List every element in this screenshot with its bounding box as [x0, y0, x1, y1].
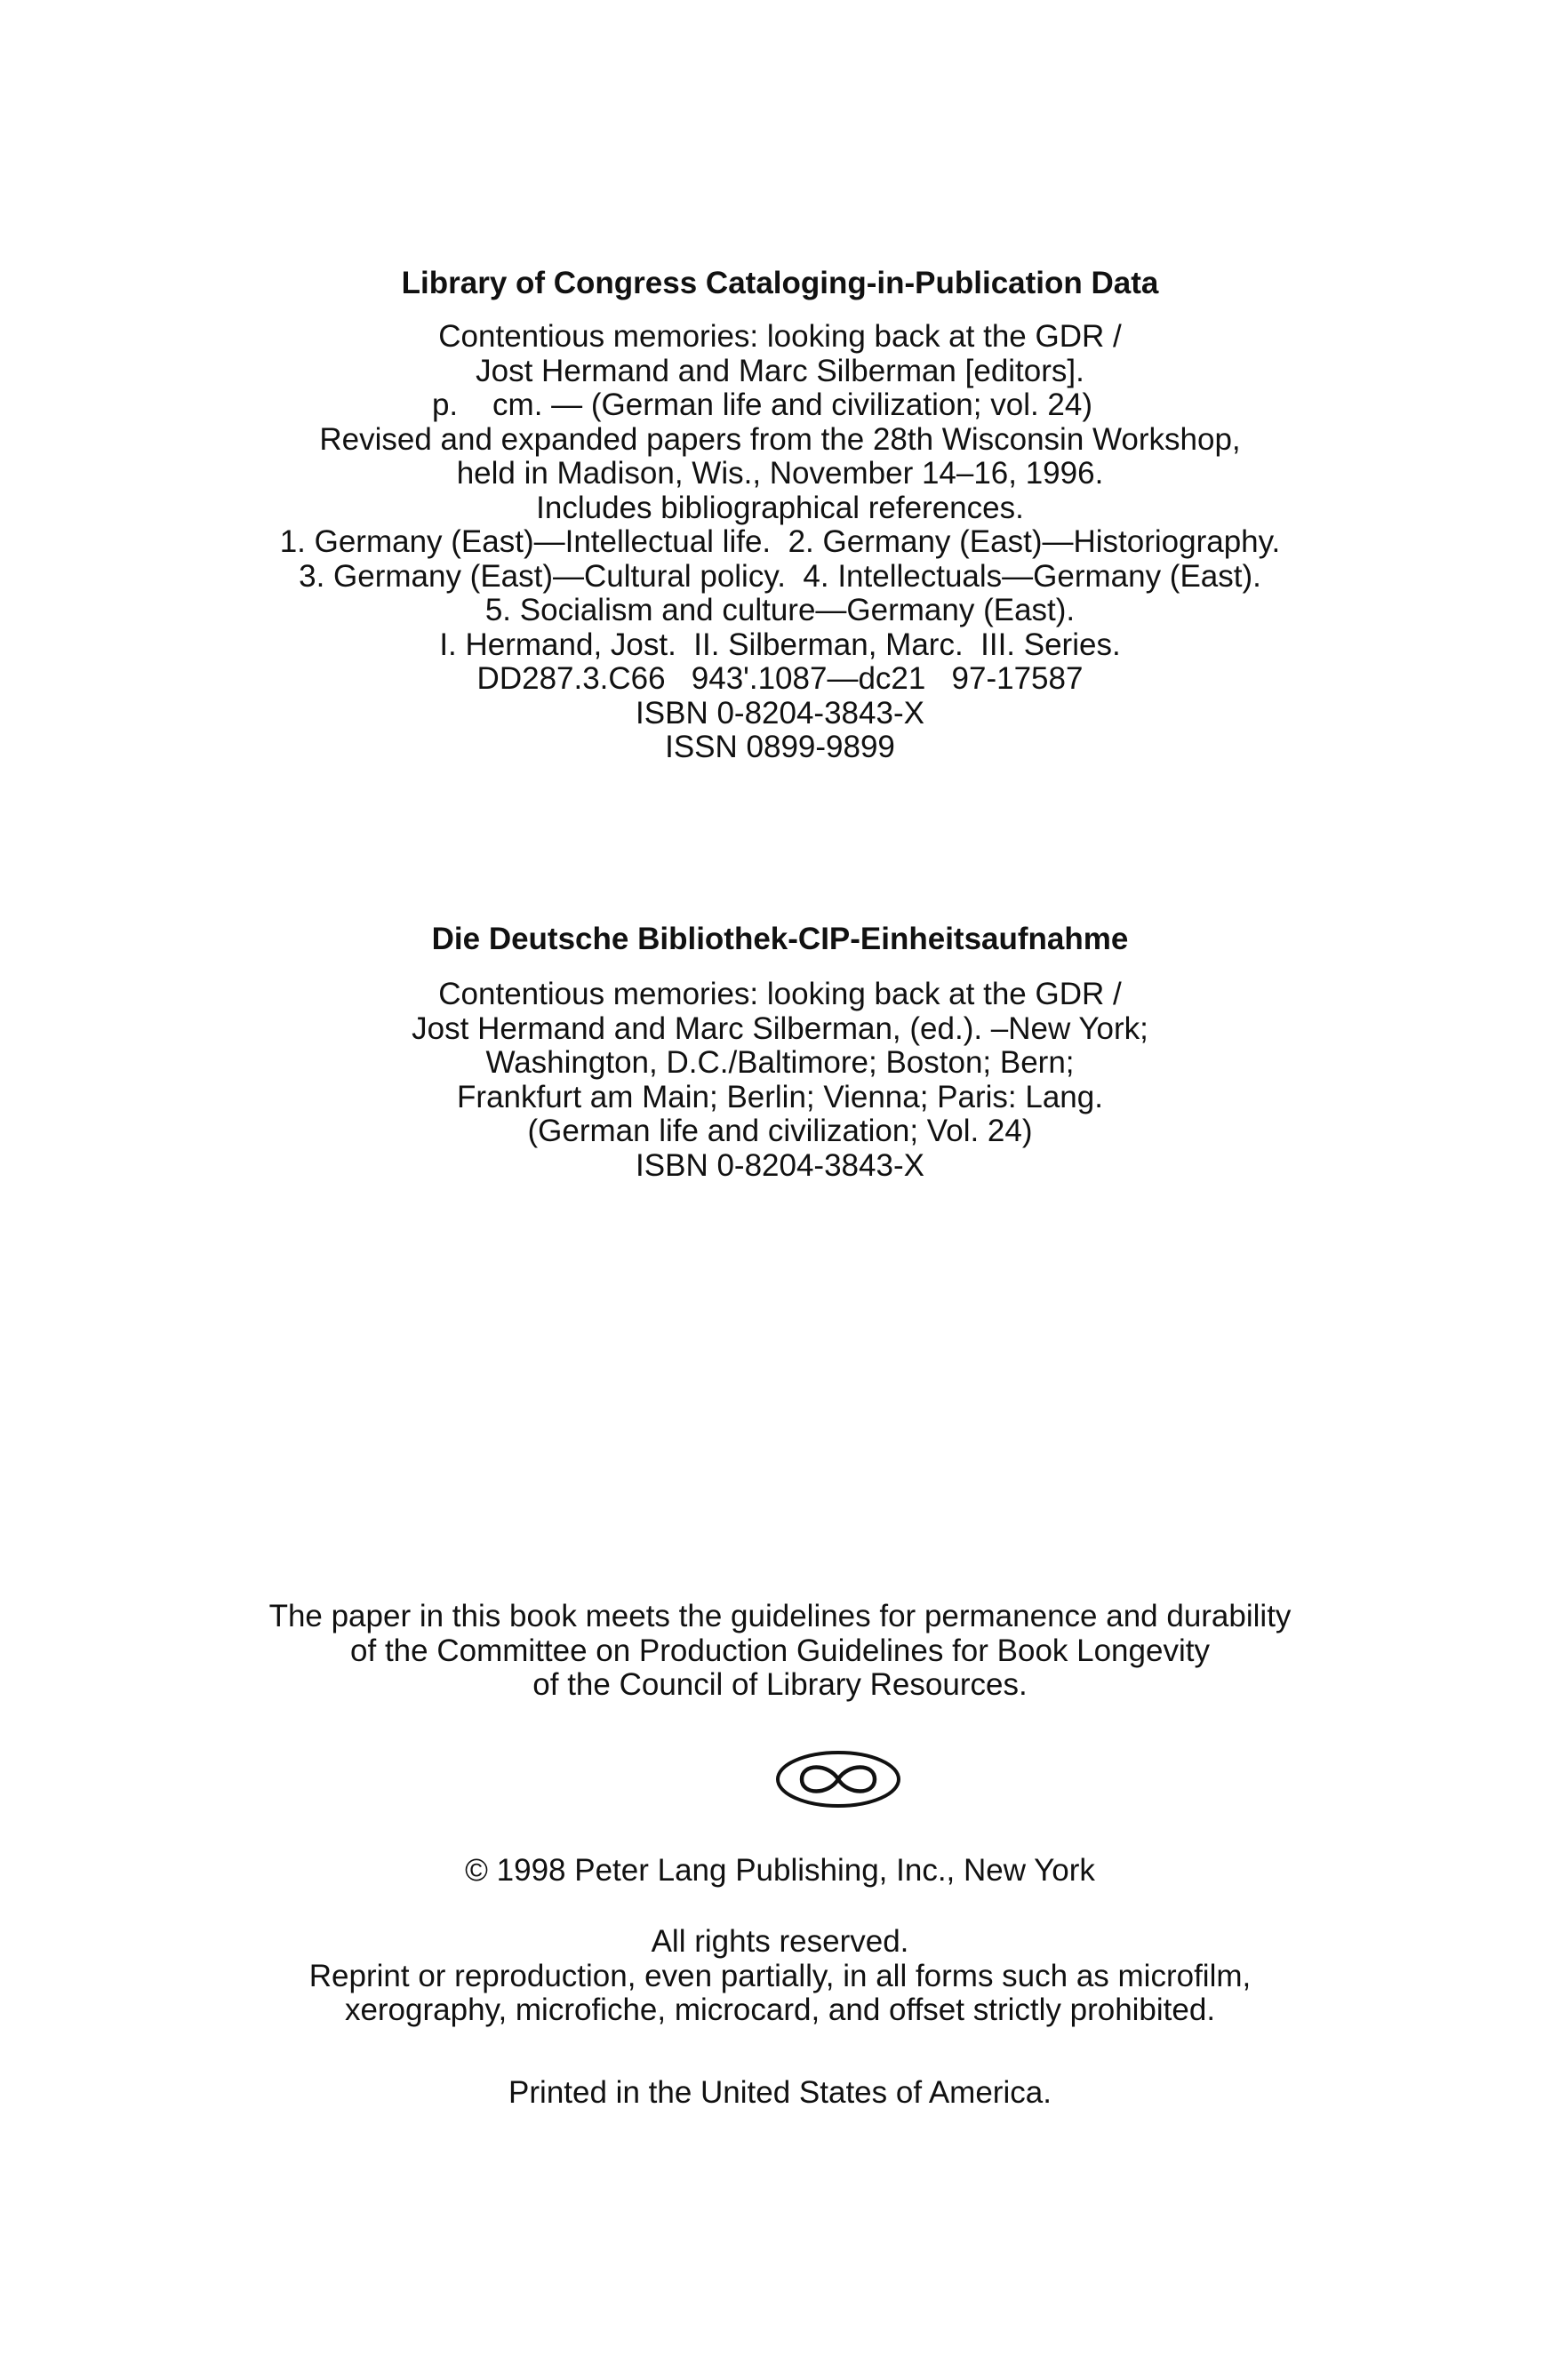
- dnb-cip-line: Frankfurt am Main; Berlin; Vienna; Paris: Lang.: [457, 1079, 1103, 1114]
- rights-block: [0, 1925, 1560, 2028]
- printed-line: Printed in the United States of America.: [508, 2075, 1052, 2110]
- paper-notice-line: of the Committee on Production Guidelines for Book Longevity: [350, 1633, 1210, 1668]
- printed-block: [0, 2076, 1560, 2111]
- loc-cip-line: I. Hermand, Jost. II. Silberman, Marc. III. Series.: [439, 627, 1121, 662]
- loc-cip-line: 5. Socialism and culture—Germany (East).: [484, 593, 1076, 627]
- loc-cip-line: ISSN 0899-9899: [665, 730, 895, 764]
- loc-cip-block: [0, 265, 1560, 765]
- dnb-cip-block: [0, 921, 1560, 1183]
- dnb-cip-line: (German life and civilization; Vol. 24): [527, 1114, 1033, 1148]
- loc-cip-line: Revised and expanded papers from the 28th Wisconsin Workshop,: [319, 421, 1241, 457]
- rights-lines: [0, 1925, 1560, 2028]
- loc-cip-line: Jost Hermand and Marc Silberman [editors].: [476, 353, 1084, 388]
- loc-cip-line: ISBN 0-8204-3843-X: [636, 695, 924, 731]
- loc-cip-line: Includes bibliographical references.: [536, 490, 1024, 525]
- rights-line: All rights reserved.: [651, 1924, 909, 1959]
- dnb-cip-line: Jost Hermand and Marc Silberman, (ed.). –New York;: [412, 1010, 1148, 1046]
- copyright-block: [0, 1854, 1560, 1889]
- loc-cip-line: DD287.3.C66 943'.1087—dc21 97-17587: [476, 661, 1084, 696]
- loc-cip-line: Contentious memories: looking back at the GDR /: [438, 319, 1122, 354]
- rights-line: xerography, microfiche, microcard, and offset strictly prohibited.: [344, 1993, 1216, 2027]
- copyright-line: © 1998 Peter Lang Publishing, Inc., New York: [465, 1853, 1095, 1888]
- dnb-cip-line: Contentious memories: looking back at the GDR /: [438, 977, 1122, 1011]
- paper-notice: [0, 1600, 1560, 1703]
- paper-notice-line: of the Council of Library Resources.: [532, 1667, 1028, 1702]
- paper-notice-lines: [0, 1600, 1560, 1703]
- loc-cip-line: 3. Germany (East)—Cultural policy. 4. Intellectuals—Germany (East).: [299, 558, 1261, 594]
- loc-cip-heading: Library of Congress Cataloging-in-Publication Data: [401, 266, 1159, 300]
- loc-cip-lines: [0, 320, 1560, 765]
- dnb-cip-lines: [0, 978, 1560, 1183]
- dnb-cip-heading: Die Deutsche Bibliothek-CIP-Einheitsaufnahme: [431, 922, 1129, 956]
- loc-cip-line: 1. Germany (East)—Intellectual life. 2. Germany (East)—Historiography.: [279, 524, 1281, 559]
- loc-cip-line: held in Madison, Wis., November 14–16, 1996.: [456, 456, 1104, 491]
- infinity-paper-icon: [772, 1744, 905, 1815]
- dnb-cip-line: ISBN 0-8204-3843-X: [636, 1147, 924, 1183]
- paper-notice-line: The paper in this book meets the guidelines for permanence and durability: [268, 1599, 1292, 1633]
- loc-cip-line: p. cm. — (German life and civilization; vol. 24): [431, 387, 1093, 422]
- dnb-cip-line: Washington, D.C./Baltimore; Boston; Bern;: [485, 1045, 1075, 1080]
- rights-line: Reprint or reproduction, even partially, in all forms such as microfilm,: [308, 1958, 1252, 1993]
